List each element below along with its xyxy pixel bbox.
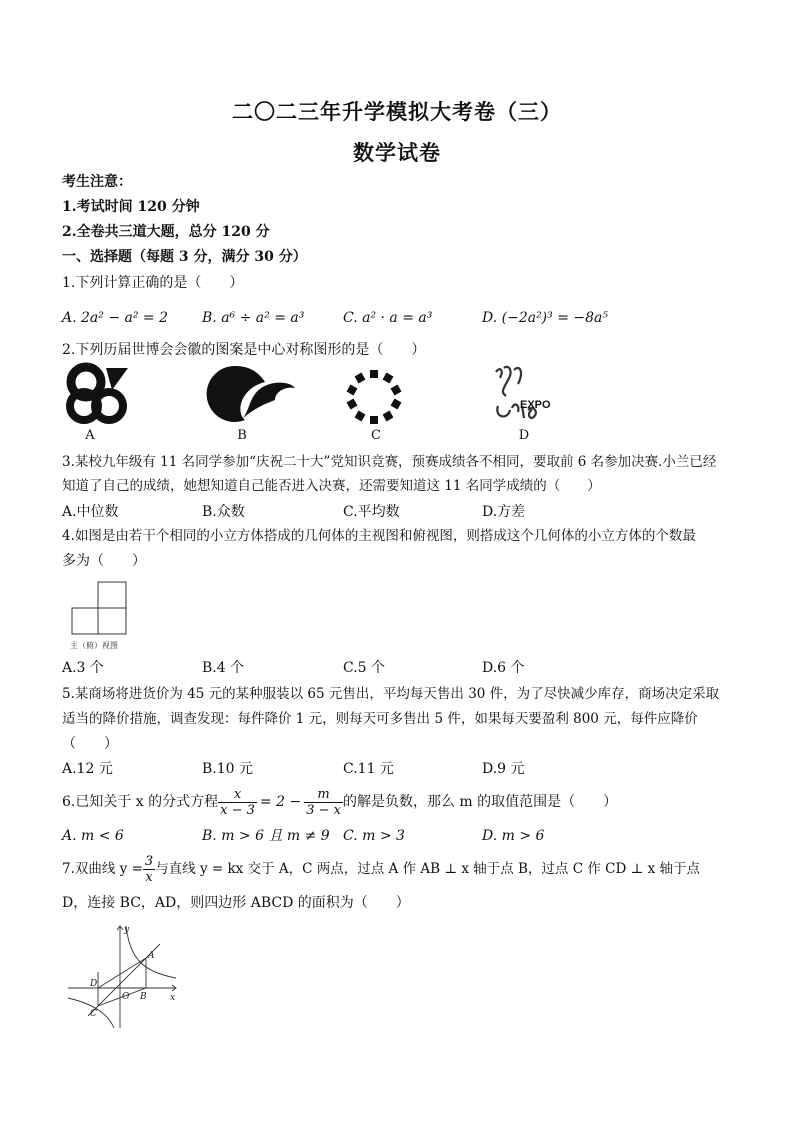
q1-option-d: D. (−2a²)³ = −8a⁵ [482, 310, 608, 326]
section-1-heading: 一、选择题（每题 3 分，满分 30 分） [62, 249, 307, 265]
q7-stem [62, 850, 700, 888]
q6-stem-mid: = 2 − [259, 794, 302, 810]
q5-option-a: A.12 元 [62, 761, 113, 777]
q5-option-d: D.9 元 [482, 761, 525, 777]
graph-label-b: B [140, 992, 147, 1002]
q1-stem: 1.下列计算正确的是（ ） [62, 275, 244, 291]
q7-fraction [143, 854, 155, 885]
expo-logo-a-image [62, 362, 132, 426]
q6-fraction-1 [218, 787, 257, 818]
expo-logo-b-image [205, 364, 297, 424]
q5-option-b: B.10 元 [202, 761, 254, 777]
graph-label-a: A [148, 951, 155, 961]
q5-line-1: 5.某商场将进货价为 45 元的某种服装以 65 元售出，平均每天售出 30 件，为了尽快减少库存，商场决定采取 [62, 686, 720, 702]
graph-label-c: C [90, 1009, 97, 1019]
q7-stem-post: 与直线 y = kx 交于 A，C 两点，过点 A 作 AB ⊥ x 轴于点 B，过点 C 作 CD ⊥ x 轴于点 [155, 861, 700, 877]
graph-label-o: O [122, 992, 130, 1002]
q7-stem-pre: 7.双曲线 y = [62, 861, 143, 877]
q3-line-2: 知道了自己的成绩，她想知道自己能否进入决赛，还需要知道这 11 名同学成绩的（ ） [62, 478, 601, 494]
q4-option-d: D.6 个 [482, 660, 525, 676]
q6-fraction-2 [304, 787, 343, 818]
q2-label-c: C [371, 428, 381, 443]
q4-line-1: 4.如图是由若干个相同的小立方体搭成的几何体的主视图和俯视图，则搭成这个几何体的小立方体的个数最 [62, 528, 696, 544]
q6-option-a: A. m < 6 [62, 828, 124, 844]
q4-option-b: B.4 个 [202, 660, 245, 676]
q6-stem-pre: 6.已知关于 x 的分式方程 [62, 794, 219, 810]
q1-option-a: A. 2a² − a² = 2 [62, 310, 169, 326]
q5-option-c: C.11 元 [343, 761, 394, 777]
q3-option-b: B.众数 [202, 504, 245, 520]
q7-frac-num: 3 [144, 853, 154, 869]
q3-option-a: A.中位数 [62, 504, 119, 520]
q4-view-caption: 主（俯）视图 [70, 641, 118, 650]
q6-stem-post: 的解是负数，那么 m 的取值范围是（ ） [342, 794, 618, 810]
q7-frac-den: x [145, 869, 153, 885]
q4-line-2: 多为（ ） [62, 553, 146, 569]
q6-frac2-den: 3 − x [306, 802, 341, 818]
expo-logo-d-image [490, 362, 560, 426]
graph-label-y: y [124, 925, 130, 935]
q6-option-b: B. m > 6 且 m ≠ 9 [202, 828, 330, 844]
q4-view-diagram [70, 580, 130, 640]
q6-frac1-den: x − 3 [220, 802, 255, 818]
q6-stem [62, 784, 617, 820]
q6-option-c: C. m > 3 [343, 828, 405, 844]
q3-option-d: D.方差 [482, 504, 526, 520]
q4-option-c: C.5 个 [343, 660, 386, 676]
exam-title: 二〇二三年升学模拟大考卷（三） [232, 99, 562, 124]
notice-heading: 考生注意： [62, 174, 132, 190]
expo-logo-c-image [344, 366, 404, 426]
q3-option-c: C.平均数 [343, 504, 400, 520]
notice-item-2: 2.全卷共三道大题，总分 120 分 [62, 224, 270, 240]
q1-option-c: C. a² · a = a³ [343, 310, 433, 326]
exam-subtitle: 数学试卷 [353, 140, 441, 165]
graph-label-x: x [170, 993, 176, 1003]
q3-line-1: 3.某校九年级有 11 名同学参加“庆祝二十大”党知识竞赛，预赛成绩各不相同，要取前 6 名参加决赛.小兰已经 [62, 454, 717, 470]
graph-label-d: D [90, 979, 98, 989]
q1-option-b: B. a⁶ ÷ a² = a³ [202, 310, 305, 326]
q5-line-3: （ ） [62, 736, 118, 752]
q4-option-a: A.3 个 [62, 660, 104, 676]
q5-line-2: 适当的降价措施，调查发现：每件降价 1 元，则每天可多售出 5 件，如果每天要盈利 800 元，每件应降价 [62, 711, 698, 727]
q2-stem: 2.下列历届世博会会徽的图案是中心对称图形的是（ ） [62, 342, 426, 358]
q2-label-a: A [85, 428, 95, 443]
notice-item-1: 1.考试时间 120 分钟 [62, 199, 200, 215]
q7-line-2: D，连接 BC，AD，则四边形 ABCD 的面积为（ ） [62, 895, 410, 911]
q7-graph [64, 920, 184, 1032]
q6-frac1-num: x [218, 787, 257, 803]
q6-option-d: D. m > 6 [482, 828, 545, 844]
q6-frac2-num: m [304, 787, 343, 803]
expo-text: EXPO [520, 399, 551, 411]
q2-label-b: B [237, 428, 247, 443]
q2-label-d: D [518, 428, 530, 443]
